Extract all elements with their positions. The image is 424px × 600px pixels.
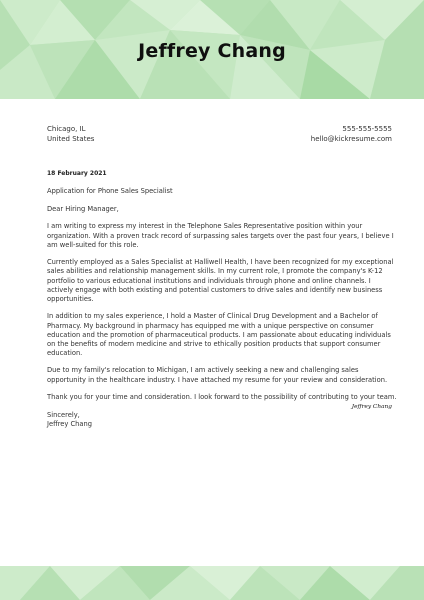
closing-name: Jeffrey Chang [47,420,92,429]
footer-band [0,566,424,600]
country: United States [47,134,95,143]
phone: 555-555-5555 [342,125,392,133]
footer-pattern [0,566,424,600]
contact-block [311,125,392,144]
signature: Jeffrey Chang [351,404,392,410]
letter-date: 18 February 2021 [47,170,107,177]
paragraph: Currently employed as a Sales Specialist at Halliwell Health, I have been recognized for my exceptional sales abilities and relationship management skills. In my current role, I promote the company's K-12 portfolio to various educational institutions and individuals through phone and online channels. I actively engage with both existing and potential customers to drive sales and identify new business opportunities. [47,258,394,303]
letter-subject: Application for Phone Sales Specialist [47,186,173,195]
paragraph: Due to my family's relocation to Michigan, I am actively seeking a new and challenging sales opportunity in the healthcare industry. I have attached my resume for your review and consideration. [47,366,388,384]
paragraph: In addition to my sales experience, I hold a Master of Clinical Drug Development and a Bachelor of Pharmacy. My background in pharmacy has equipped me with a unique perspective on consumer education and the promotion of pharmaceutical products. I am passionate about educating individuals on the benefits of modern medicine and strive to ethically position products that support consumer education. [47,312,391,357]
address-block [47,125,94,144]
closing-block [47,411,397,429]
paragraph: I am writing to express my interest in the Telephone Sales Representative position within your organization. With a proven track record of surpassing sales targets over the past four years, I believe I am well-suited for this role. [47,222,394,249]
city: Chicago, IL [47,125,86,133]
applicant-name: Jeffrey Chang [138,40,286,62]
closing: Sincerely, [47,410,80,419]
email: hello@kickresume.com [310,134,392,143]
header-band [0,0,424,99]
greeting: Dear Hiring Manager, [47,204,119,213]
letter-body [47,169,397,429]
paragraph: Thank you for your time and consideration. I look forward to the possibility of contributing to your team. [47,393,397,402]
